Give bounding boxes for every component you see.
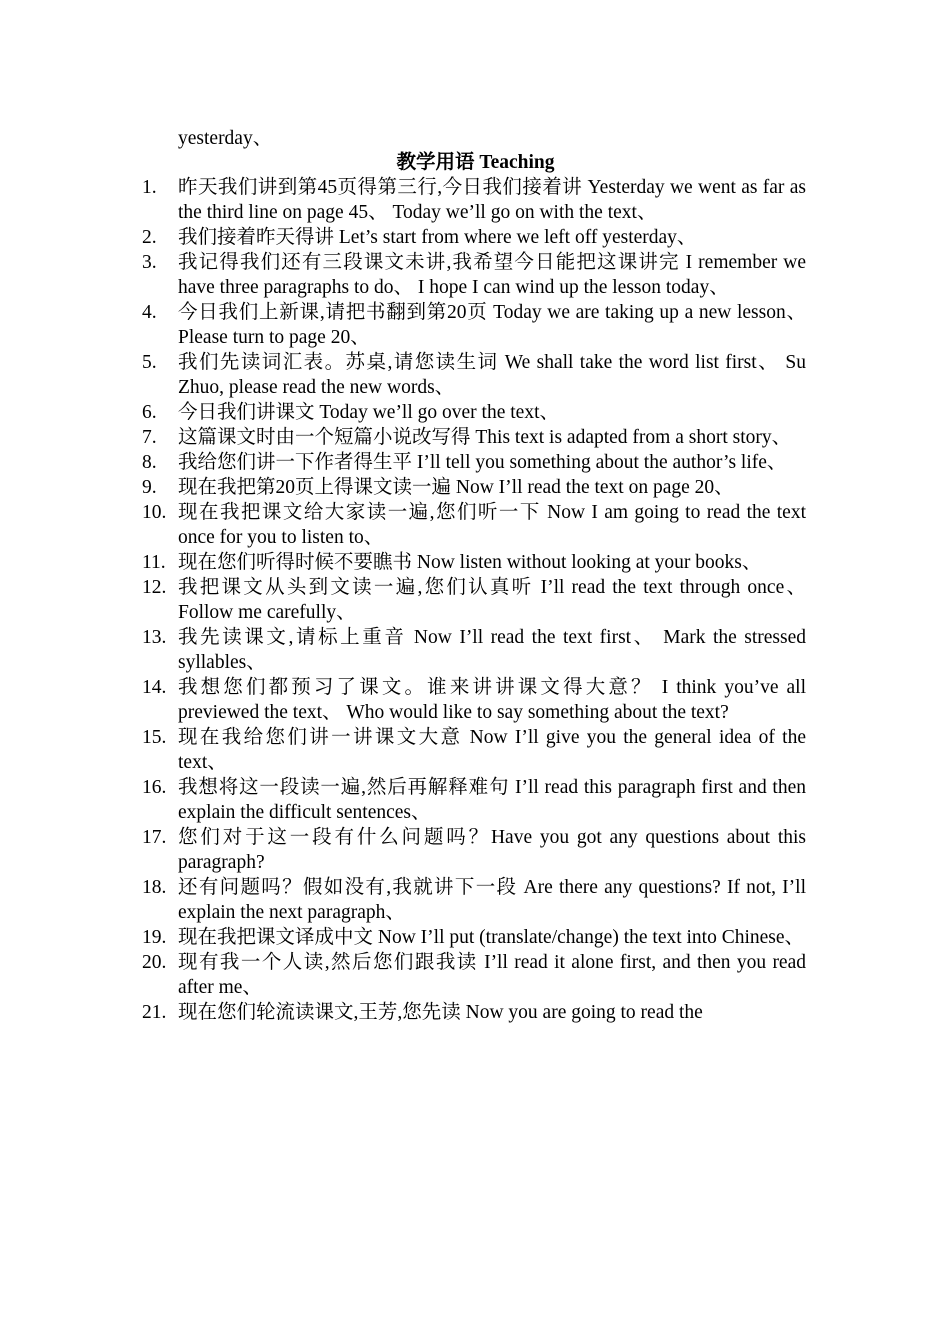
item-text: 现在我把课文给大家读一遍,您们听一下 Now I am going to read the text once for you to listen to、 — [178, 502, 806, 548]
item-number: 20. — [142, 952, 167, 973]
item-text: 我想您们都预习了课文。谁来讲讲课文得大意？ I think you’ve all previewed the text、 Who would like to say something about the text? — [178, 677, 806, 723]
list-item — [142, 825, 806, 875]
item-text: 这篇课文时由一个短篇小说改写得 This text is adapted from a short story、 — [178, 427, 792, 448]
item-number: 17. — [142, 827, 167, 848]
item-text: 我先读课文,请标上重音 Now I’ll read the text first、 Mark the stressed syllables、 — [178, 627, 806, 673]
item-number: 10. — [142, 502, 167, 523]
item-number: 19. — [142, 927, 167, 948]
list-item — [142, 350, 806, 400]
item-number: 8. — [142, 452, 157, 473]
item-text: 现在我给您们讲一讲课文大意 Now I’ll give you the general idea of the text、 — [178, 727, 806, 773]
item-text: 您们对于这一段有什么问题吗？Have you got any questions about this paragraph? — [178, 827, 806, 873]
item-number: 14. — [142, 677, 167, 698]
item-number: 7. — [142, 427, 157, 448]
item-text: 今日我们讲课文 Today we’ll go over the text、 — [178, 402, 559, 423]
item-text: 我把课文从头到文读一遍,您们认真听 I’ll read the text through once、 Follow me carefully、 — [178, 577, 806, 623]
item-text: 我想将这一段读一遍,然后再解释难句 I’ll read this paragraph first and then explain the difficult sentences、 — [178, 777, 806, 823]
item-number: 5. — [142, 352, 157, 373]
item-text: 我们先读词汇表。苏桌,请您读生词 We shall take the word list first、 Su Zhuo, please read the new words、 — [178, 352, 806, 398]
list-item — [142, 450, 806, 475]
item-text: 现在我把课文译成中文 Now I’ll put (translate/change) the text into Chinese、 — [178, 927, 805, 948]
item-text: 我们接着昨天得讲 Let’s start from where we left off yesterday、 — [178, 227, 697, 248]
list-item — [142, 575, 806, 625]
item-number: 6. — [142, 402, 157, 423]
list-item — [142, 475, 806, 500]
item-text: 今日我们上新课,请把书翻到第20页 Today we are taking up a new lesson、 Please turn to page 20、 — [178, 302, 806, 348]
list-item — [142, 725, 806, 775]
item-text: 还有问题吗？假如没有,我就讲下一段 Are there any questions? If not, I’ll explain the next paragraph、 — [178, 877, 806, 923]
list-item — [142, 300, 806, 350]
item-number: 4. — [142, 302, 157, 323]
item-number: 18. — [142, 877, 167, 898]
list-item — [142, 675, 806, 725]
item-text: 现在您们轮流读课文,王芳,您先读 Now you are going to read the — [178, 1002, 703, 1023]
item-text: 现在您们听得时候不要瞧书 Now listen without looking at your books、 — [178, 552, 762, 573]
continuation-text: yesterday、 — [178, 128, 273, 149]
item-text: 现在我把第20页上得课文读一遍 Now I’ll read the text on page 20、 — [178, 477, 734, 498]
phrase-list — [142, 175, 806, 1025]
list-item — [142, 550, 806, 575]
item-number: 1. — [142, 177, 157, 198]
item-text: 现有我一个人读,然后您们跟我读 I’ll read it alone first, and then you read after me、 — [178, 952, 806, 998]
list-item — [142, 875, 806, 925]
item-number: 16. — [142, 777, 167, 798]
list-item — [142, 500, 806, 550]
item-text: 昨天我们讲到第45页得第三行,今日我们接着讲 Yesterday we went as far as the third line on page 45、 Today we’ll go on with the text、 — [178, 177, 806, 223]
item-number: 12. — [142, 577, 167, 598]
item-number: 9. — [142, 477, 157, 498]
list-item — [142, 1000, 806, 1025]
list-item — [142, 950, 806, 1000]
list-item — [142, 225, 806, 250]
item-text: 我记得我们还有三段课文未讲,我希望今日能把这课讲完 I remember we have three paragraphs to do、 I hope I can wind up the lesson today、 — [178, 252, 806, 298]
item-text: 我给您们讲一下作者得生平 I’ll tell you something about the author’s life、 — [178, 452, 787, 473]
list-item — [142, 175, 806, 225]
list-item — [142, 250, 806, 300]
section-title: 教学用语 Teaching — [396, 152, 555, 173]
list-item — [142, 925, 806, 950]
item-number: 21. — [142, 1002, 167, 1023]
list-item — [142, 775, 806, 825]
item-number: 11. — [142, 552, 166, 573]
list-item — [142, 625, 806, 675]
item-number: 3. — [142, 252, 157, 273]
list-item — [142, 400, 806, 425]
item-number: 13. — [142, 627, 167, 648]
list-item — [142, 425, 806, 450]
item-number: 15. — [142, 727, 167, 748]
item-number: 2. — [142, 227, 157, 248]
